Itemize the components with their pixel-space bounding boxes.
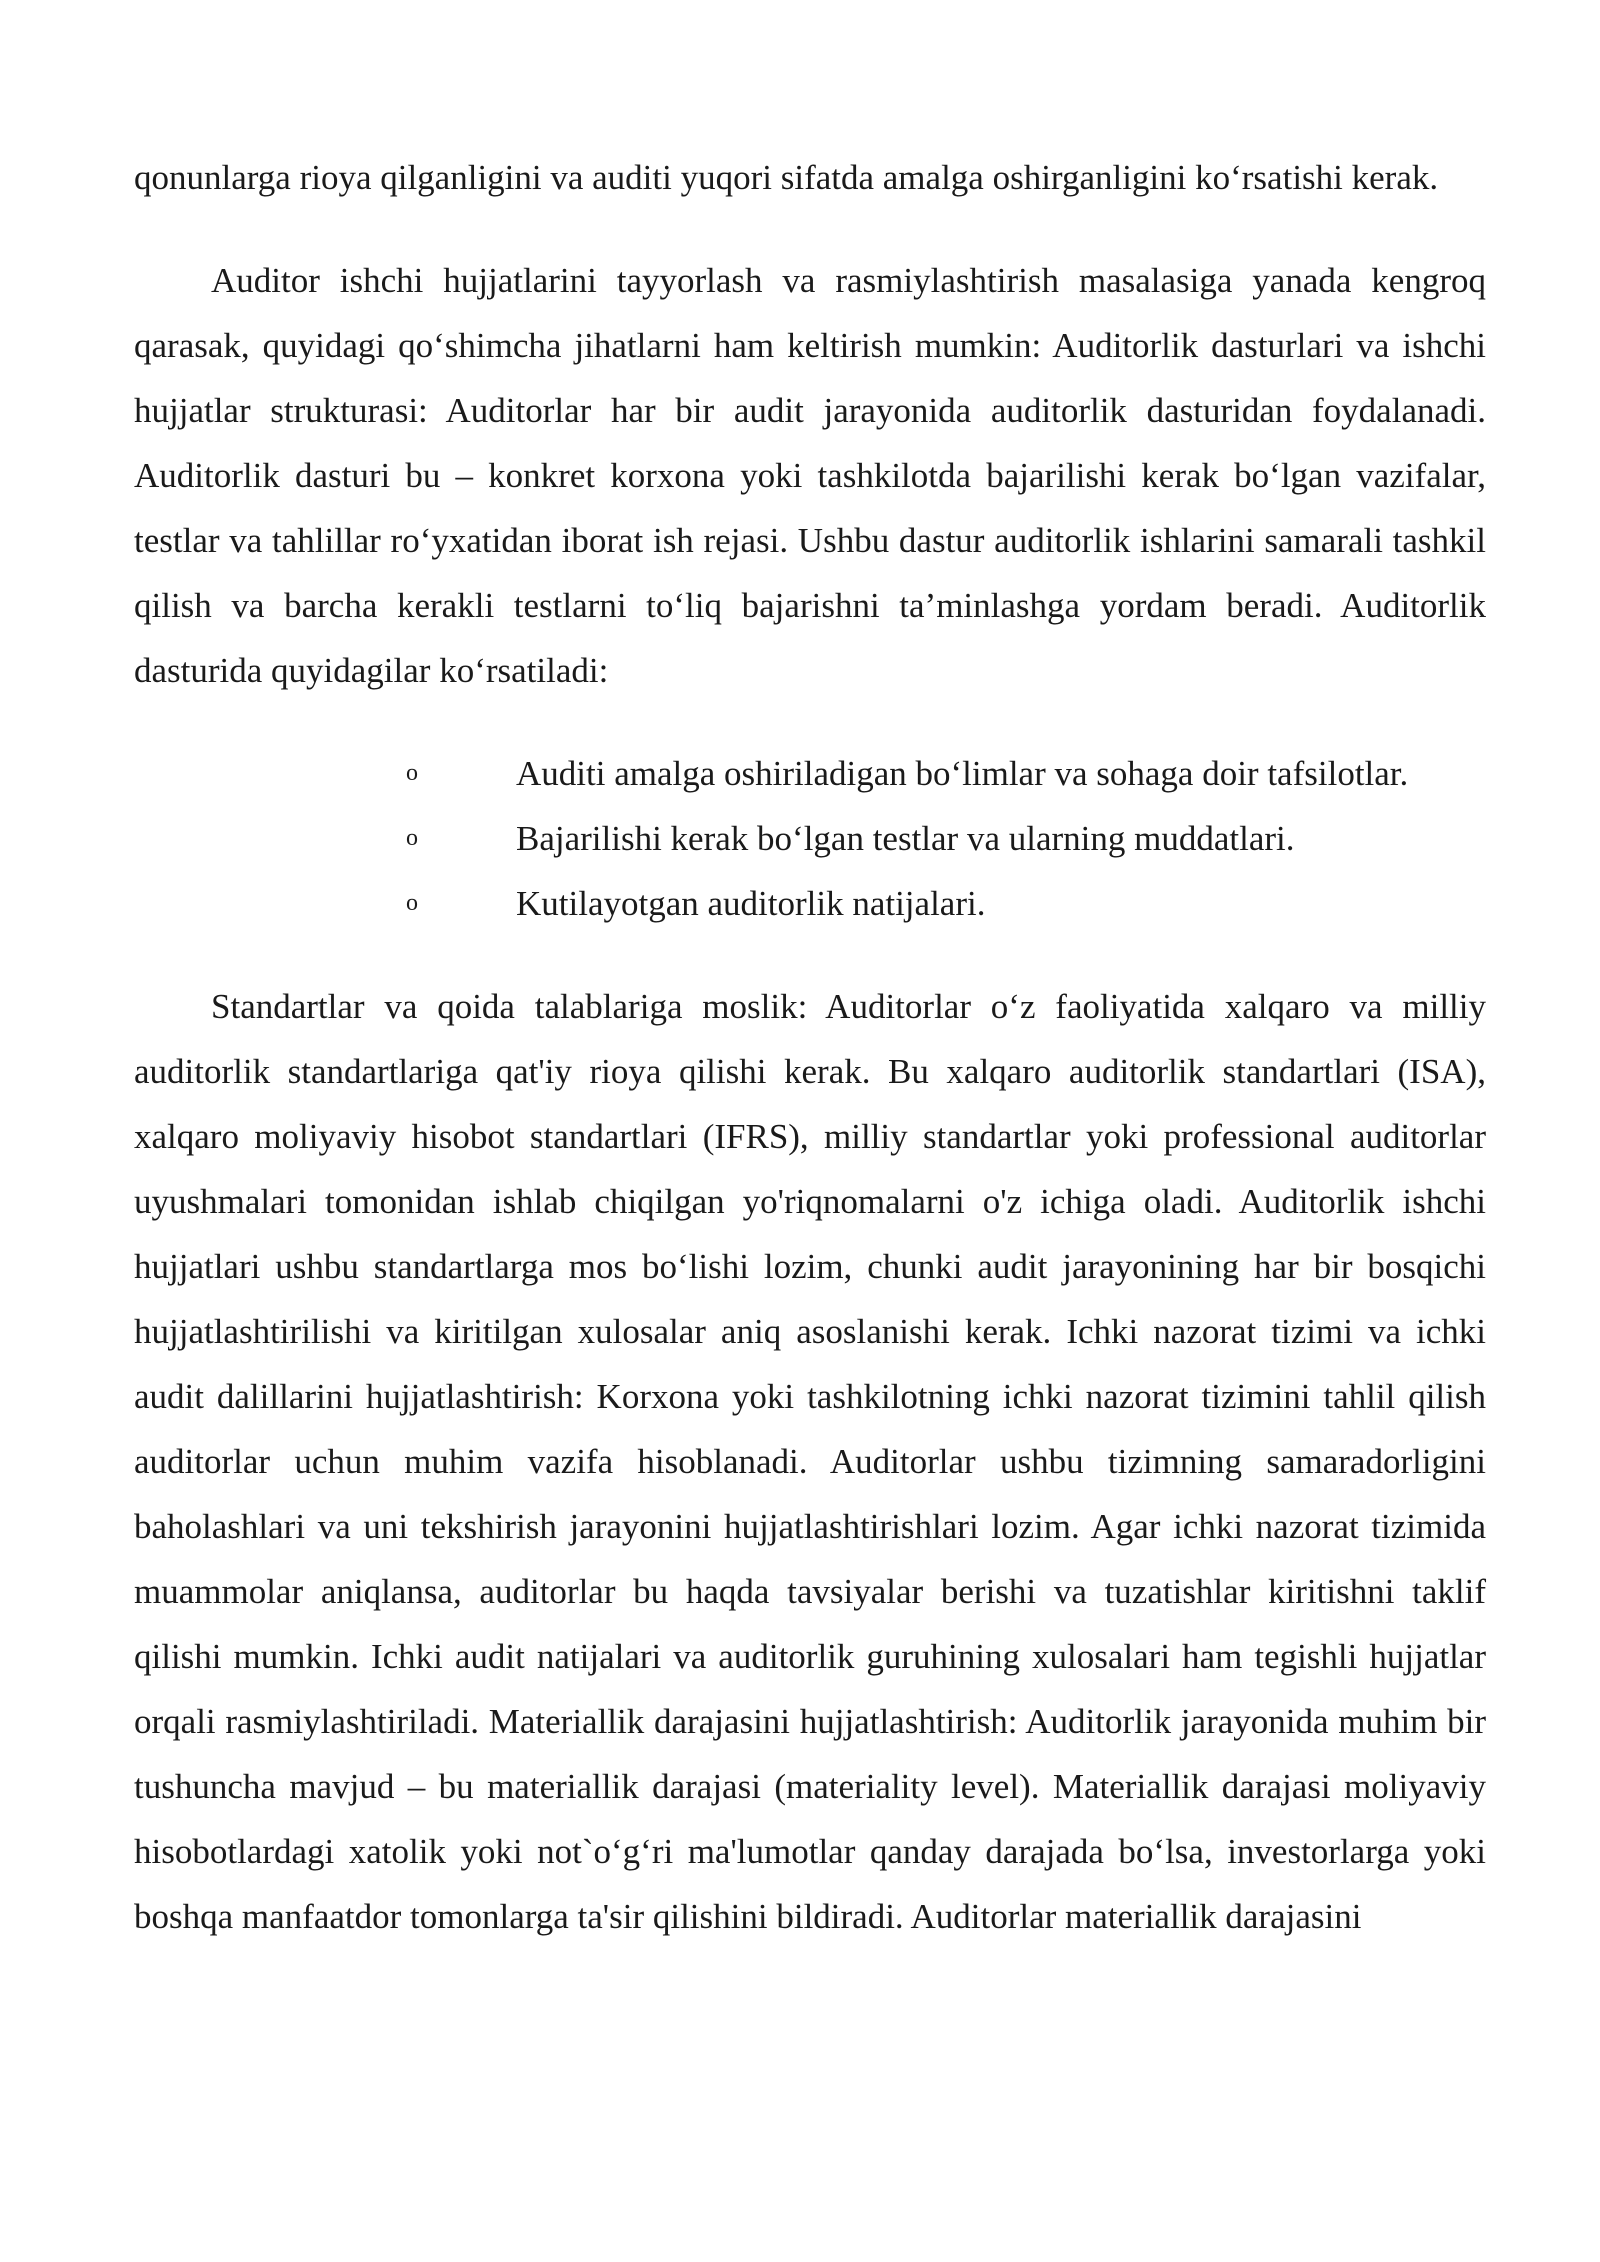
list-item bbox=[134, 806, 1486, 871]
paragraph-gap bbox=[134, 703, 1486, 741]
paragraph-continuation: qonunlarga rioya qilganligini va auditi yuqori sifatda amalga oshirganligini ko‘rsatishi kerak. bbox=[134, 158, 1439, 197]
bullet-list bbox=[134, 741, 1486, 936]
paragraph-gap bbox=[134, 210, 1486, 248]
paragraph-standards: Standartlar va qoida talablariga moslik: Auditorlar o‘z faoliyatida xalqaro va milliy auditorlik standartlariga qat'iy rioya qilishi kerak. Bu xalqaro auditorlik standartlari (ISA), xalqaro moliyaviy hisobot standartlari (IFRS), milliy standartlar yoki professional auditorlar uyushmalari tomonidan ishlab chiqilgan yo'riqnomalarni o'z ichiga oladi. Auditorlik ishchi hujjatlari ushbu standartlarga mos bo‘lishi lozim, chunki audit jarayonining har bir bosqichi hujjatlashtirilishi va kiritilgan xulosalar aniq asoslanishi kerak. Ichki nazorat tizimi va ichki audit dalillarini hujjatlashtirish: Korxona yoki tashkilotning ichki nazorat tizimini tahlil qilish auditorlar uchun muhim vazifa hisoblanadi. Auditorlar ushbu tizimning samaradorligini baholashlari va uni tekshirish jarayonini hujjatlashtirishlari lozim. Agar ichki nazorat tizimida muammolar aniqlansa, auditorlar bu haqda tavsiyalar berishi va tuzatishlar kiritishni taklif qilishi mumkin. Ichki audit natijalari va auditorlik guruhining xulosalari ham tegishli hujjatlar orqali rasmiylashtiriladi. Materiallik darajasini hujjatlashtirish: Auditorlik jarayonida muhim bir tushuncha mavjud – bu materiallik darajasi (materiality level). Materiallik darajasi moliyaviy hisobotlardagi xatolik yoki not`o‘g‘ri ma'lumotlar qanday darajada bo‘lsa, investorlarga yoki boshqa manfaatdor tomonlarga ta'sir qilishini bildiradi. Auditorlar materiallik darajasini bbox=[134, 987, 1486, 1936]
list-item-text: Bajarilishi kerak bo‘lgan testlar va ularning muddatlari. bbox=[516, 819, 1295, 858]
list-item-text: Kutilayotgan auditorlik natijalari. bbox=[516, 884, 986, 923]
list-item bbox=[134, 871, 1486, 936]
paragraph-audit-programs: Auditor ishchi hujjatlarini tayyorlash va rasmiylashtirish masalasiga yanada kengroq qarasak, quyidagi qo‘shimcha jihatlarni ham keltirish mumkin: Auditorlik dasturlari va ishchi hujjatlar strukturasi: Auditorlar har bir audit jarayonida auditorlik dasturidan foydalanadi. Auditorlik dasturi bu – konkret korxona yoki tashkilotda bajarilishi kerak bo‘lgan vazifalar, testlar va tahlillar ro‘yxatidan iborat ish rejasi. Ushbu dastur auditorlik ishlarini samarali tashkil qilish va barcha kerakli testlarni to‘liq bajarishni ta’minlashga yordam beradi. Auditorlik dasturida quyidagilar ko‘rsatiladi: bbox=[134, 261, 1486, 690]
list-item-text: Auditi amalga oshiriladigan bo‘limlar va sohaga doir tafsilotlar. bbox=[516, 754, 1409, 793]
bullet-marker: o bbox=[406, 890, 418, 916]
bullet-marker: o bbox=[406, 825, 418, 851]
paragraph-gap bbox=[134, 936, 1486, 974]
bullet-marker: o bbox=[406, 760, 418, 786]
list-item bbox=[134, 741, 1486, 806]
document-body bbox=[134, 145, 1486, 1949]
